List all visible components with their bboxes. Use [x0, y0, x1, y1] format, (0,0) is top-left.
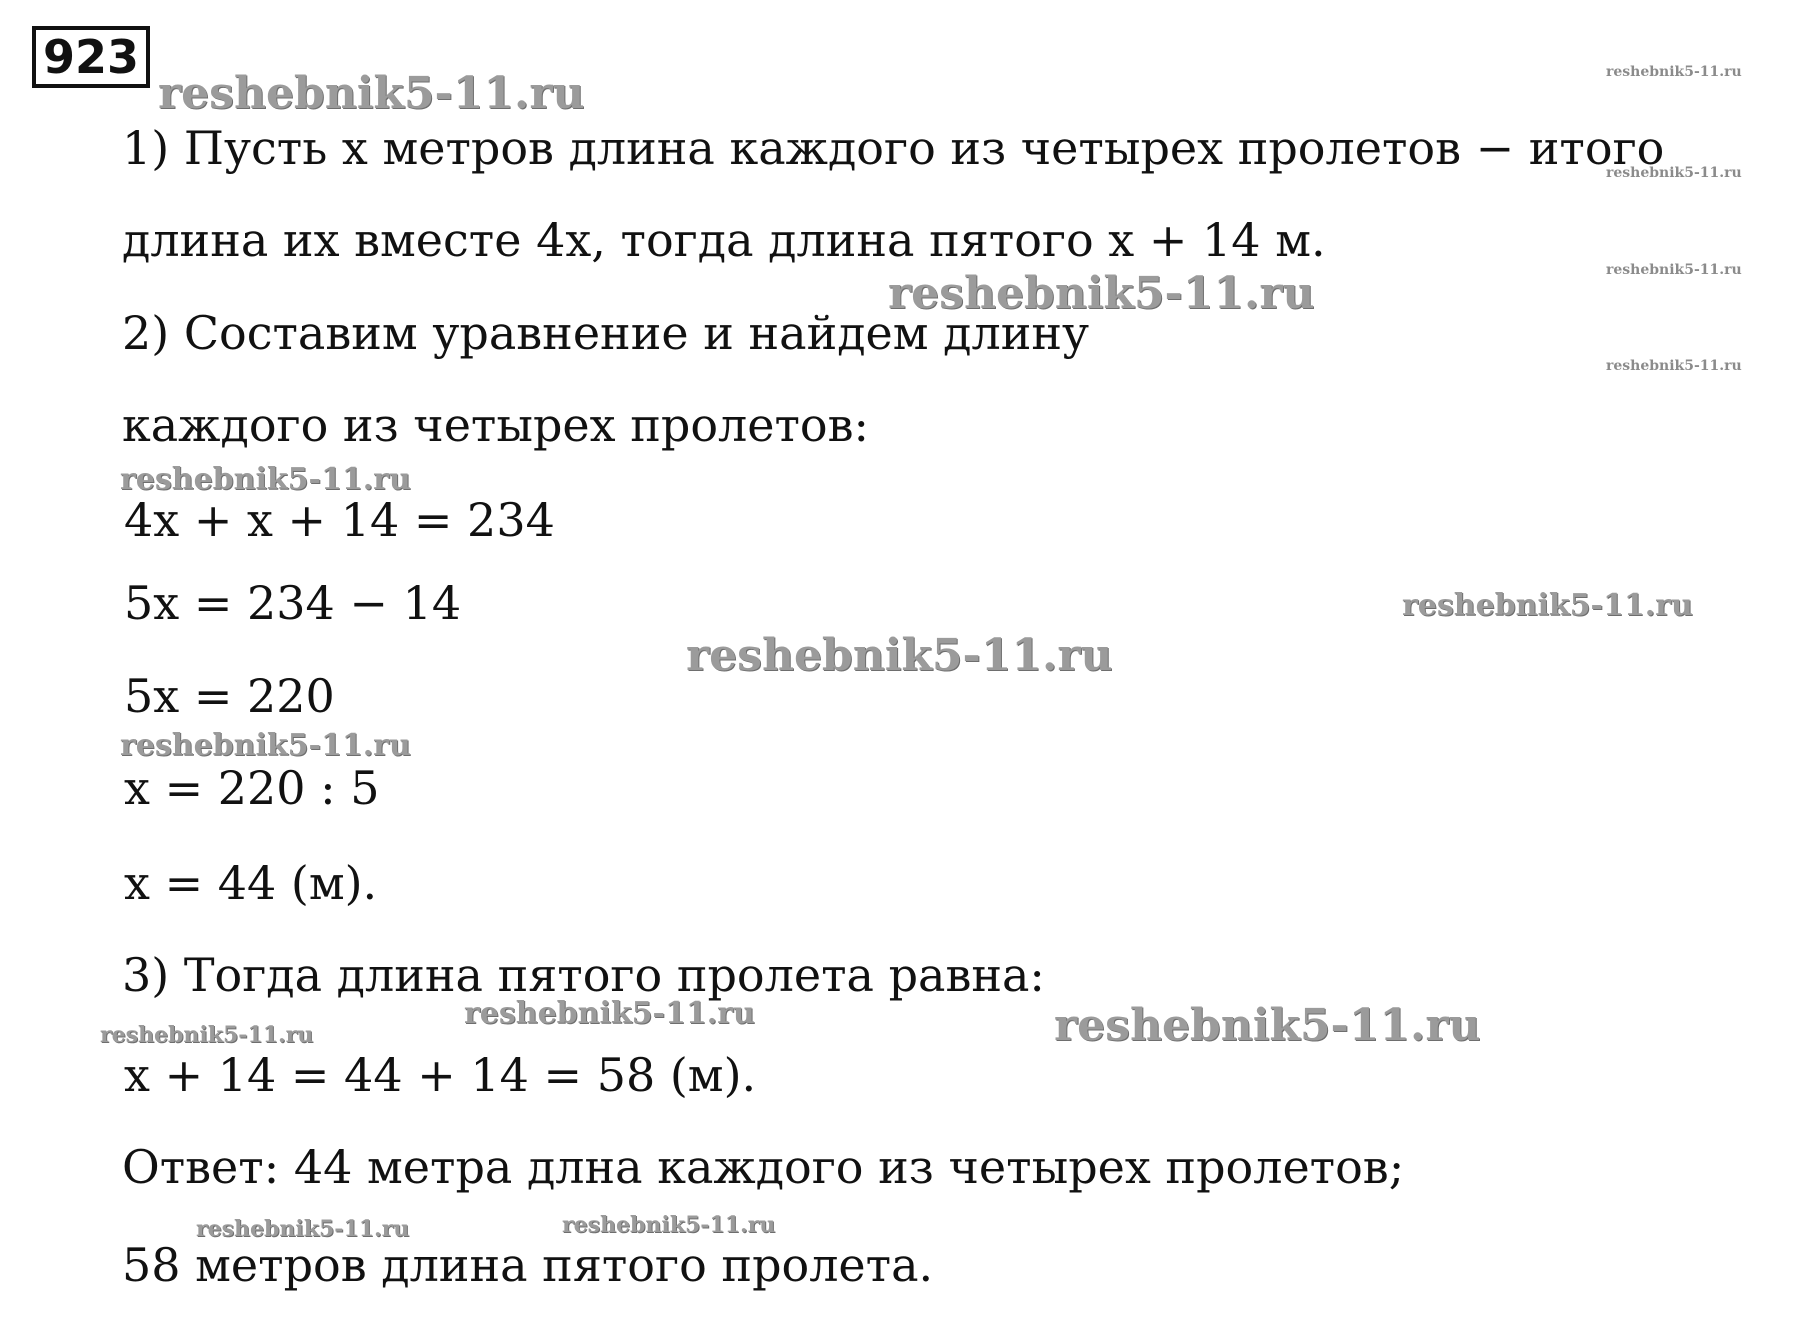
watermark: reshebnik5-11.ru — [464, 996, 755, 1031]
answer-line-2: 58 метров длина пятого пролета. — [122, 1238, 934, 1292]
watermark: reshebnik5-11.ru — [196, 1216, 410, 1242]
solution-line-4: каждого из четырех пролетов: — [122, 398, 870, 452]
solution-line-1: 1) Пусть x метров длина каждого из четырех пролетов − итого — [122, 121, 1665, 175]
equation-line-3: 5x = 220 — [124, 669, 335, 723]
watermark: reshebnik5-11.ru — [562, 1212, 776, 1238]
equation-line-5: x = 44 (м). — [124, 856, 378, 910]
watermark: reshebnik5-11.ru — [1054, 1000, 1481, 1051]
watermark: reshebnik5-11.ru — [158, 68, 585, 119]
problem-number-badge: 923 — [32, 26, 150, 88]
watermark: reshebnik5-11.ru — [1606, 358, 1742, 374]
solution-line-3: 2) Составим уравнение и найдем длину — [122, 306, 1090, 360]
equation-line-1: 4x + x + 14 = 234 — [124, 493, 555, 547]
watermark: reshebnik5-11.ru — [1402, 588, 1693, 623]
answer-line-1: Ответ: 44 метра длна каждого из четырех пролетов; — [122, 1140, 1405, 1194]
equation-line-2: 5x = 234 − 14 — [124, 576, 462, 630]
equation-line-4: x = 220 : 5 — [124, 761, 380, 815]
watermark: reshebnik5-11.ru — [1606, 64, 1742, 80]
watermark: reshebnik5-11.ru — [686, 630, 1113, 681]
solution-line-step3: 3) Тогда длина пятого пролета равна: — [122, 948, 1045, 1002]
watermark: reshebnik5-11.ru — [1606, 262, 1742, 278]
watermark: reshebnik5-11.ru — [100, 1022, 314, 1048]
equation-line-6: x + 14 = 44 + 14 = 58 (м). — [124, 1048, 757, 1102]
watermark: reshebnik5-11.ru — [120, 728, 411, 763]
watermark: reshebnik5-11.ru — [120, 462, 411, 497]
watermark: reshebnik5-11.ru — [1606, 165, 1742, 181]
solution-line-2: длина их вместе 4x, тогда длина пятого x + 14 м. — [122, 213, 1326, 267]
watermark: reshebnik5-11.ru — [888, 268, 1315, 319]
